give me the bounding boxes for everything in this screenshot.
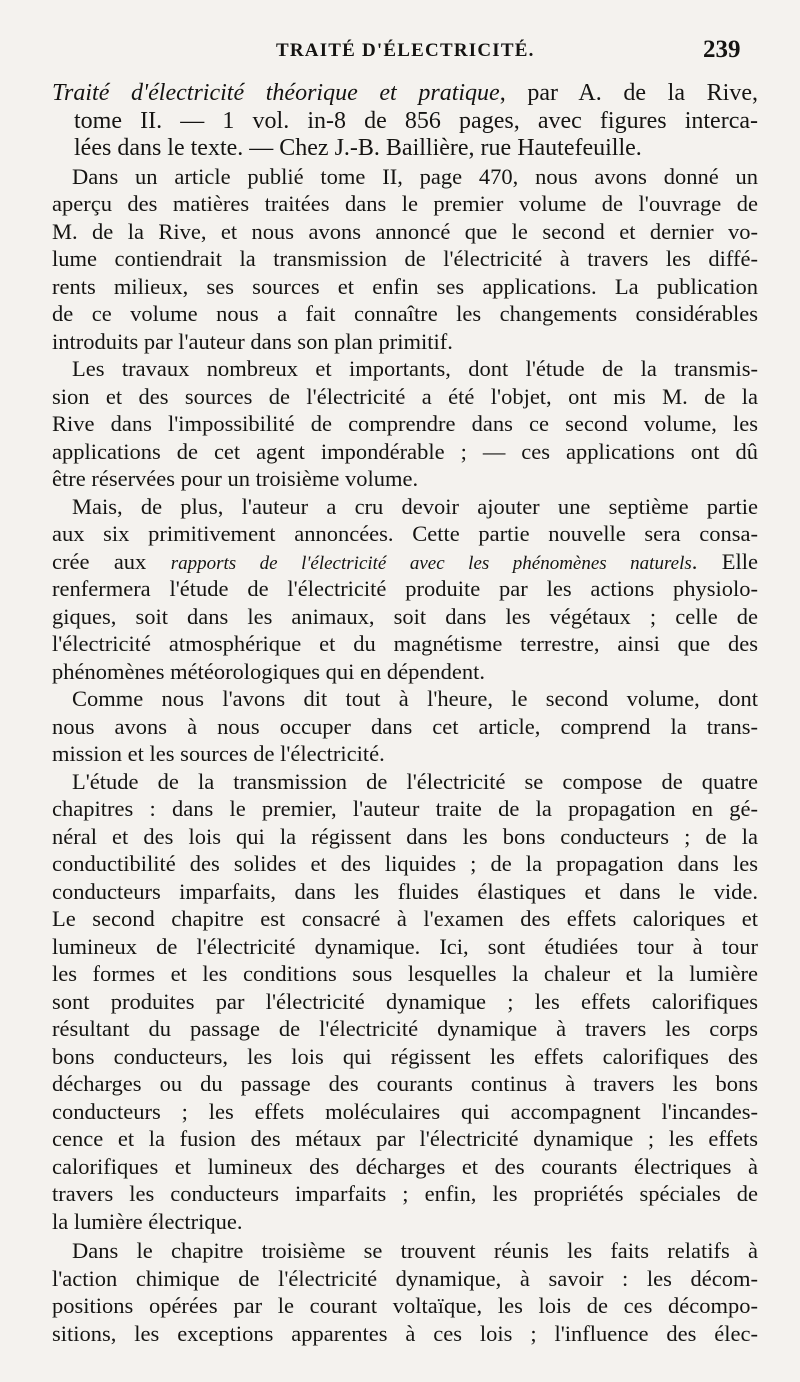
text-line: conductibilité des solides et des liquides ; de la propagation dans les xyxy=(52,851,758,876)
italic-phrase: rapports de l'électricité avec les phénomènes naturels xyxy=(170,552,692,574)
text-line: les formes et les conditions sous lesquelles la chaleur et la lumière xyxy=(52,961,758,986)
text-line: la lumière électrique. xyxy=(52,1208,243,1234)
paragraph-4 xyxy=(52,685,758,768)
text-line: phénomènes météorologiques qui en dépendent. xyxy=(52,658,486,684)
text-line: travers les conducteurs imparfaits ; enfin, les propriétés spéciales de xyxy=(52,1181,758,1206)
paragraph-5 xyxy=(52,768,758,1236)
text-line: sitions, les exceptions apparentes à ces lois ; l'influence des élec- xyxy=(52,1320,758,1346)
text-line: lumineux de l'électricité dynamique. Ici, sont étudiées tour à tour xyxy=(52,933,758,959)
running-head: TRAITÉ D'ÉLECTRICITÉ. xyxy=(276,40,535,61)
text-line: aux six primitivement annoncées. Cette partie nouvelle sera consa- xyxy=(52,521,758,546)
text-line: cence et la fusion des métaux par l'électricité dynamique ; les effets xyxy=(52,1126,758,1151)
text-line: mission et les sources de l'électricité. xyxy=(52,741,385,766)
text-line: l'action chimique de l'électricité dynamique, à savoir : les décom- xyxy=(52,1265,758,1291)
text-line: Dans le chapitre troisième se trouvent réunis les faits relatifs à xyxy=(72,1238,758,1263)
text-line: conducteurs imparfaits, dans les fluides élastiques et dans le vide. xyxy=(52,878,758,904)
text-line: Le second chapitre est consacré à l'examen des effets caloriques et xyxy=(52,906,758,931)
text-line: introduits par l'auteur dans son plan primitif. xyxy=(52,328,453,354)
text-line: l'électricité atmosphérique et du magnétisme terrestre, ainsi que des xyxy=(52,631,758,656)
entry-author: , par A. de la Rive, xyxy=(499,80,758,106)
text-line: nous avons à nous occuper dans cet article, comprend la trans- xyxy=(52,713,758,739)
text-run: crée aux xyxy=(52,548,171,574)
text-line: renfermera l'étude de l'électricité produite par les actions physiolo- xyxy=(52,576,758,601)
text-line: Les travaux nombreux et importants, dont l'étude de la transmis- xyxy=(72,356,758,381)
text-line: M. de la Rive, et nous avons annoncé que le second et dernier vo- xyxy=(52,218,758,244)
text-line xyxy=(52,548,758,576)
page-number: 239 xyxy=(703,36,741,63)
body-text xyxy=(52,80,758,1347)
entry-line-1 xyxy=(52,80,758,108)
entry-line-2: tome II. — 1 vol. in-8 de 856 pages, avec figures interca- xyxy=(74,107,758,134)
text-line: calorifiques et lumineux des décharges et des courants électriques à xyxy=(52,1153,758,1179)
text-line: bons conducteurs, les lois qui régissent les effets calorifiques des xyxy=(52,1043,758,1069)
text-line: décharges ou du passage des courants continus à travers les bons xyxy=(52,1071,758,1096)
text-line: Dans un article publié tome II, page 470, nous avons donné un xyxy=(72,163,758,189)
text-line: positions opérées par le courant voltaïque, les lois de ces décompo- xyxy=(52,1293,758,1318)
paragraph-3 xyxy=(52,493,758,686)
text-line: chapitres : dans le premier, l'auteur traite de la propagation en gé- xyxy=(52,796,758,821)
text-line: Rive dans l'impossibilité de comprendre dans ce second volume, les xyxy=(52,411,758,436)
paragraph-6 xyxy=(52,1237,758,1347)
text-run: . Elle xyxy=(691,548,758,574)
text-line: de ce volume nous a fait connaître les changements considérables xyxy=(52,301,758,326)
book-title: Traité d'électricité théorique et pratique xyxy=(52,80,500,106)
paragraph-2 xyxy=(52,355,758,493)
text-line: sont produites par l'électricité dynamique ; les effets calorifiques xyxy=(52,988,758,1014)
text-line: néral et des lois qui la régissent dans les bons conducteurs ; de la xyxy=(52,823,758,849)
text-line: être réservées pour un troisième volume. xyxy=(52,466,419,491)
text-line: conducteurs ; les effets moléculaires qui accompagnent l'incandes- xyxy=(52,1098,758,1124)
text-line: rents milieux, ses sources et enfin ses applications. La publication xyxy=(52,273,758,299)
bibliographic-entry xyxy=(52,80,758,163)
text-line: giques, soit dans les animaux, soit dans les végétaux ; celle de xyxy=(52,603,758,629)
text-line: lume contiendrait la transmission de l'électricité à travers les diffé- xyxy=(52,246,758,271)
text-line: L'étude de la transmission de l'électricité se compose de quatre xyxy=(72,768,758,794)
text-line: aperçu des matières traitées dans le premier volume de l'ouvrage de xyxy=(52,191,758,216)
entry-line-3: lées dans le texte. — Chez J.-B. Baillière, rue Hautefeuille. xyxy=(74,135,642,161)
text-line: applications de cet agent impondérable ; — ces applications ont dû xyxy=(52,438,758,464)
text-line: Mais, de plus, l'auteur a cru devoir ajouter une septième partie xyxy=(72,493,758,519)
page-header xyxy=(0,38,800,68)
paragraph-1 xyxy=(52,163,758,356)
text-line: Comme nous l'avons dit tout à l'heure, le second volume, dont xyxy=(72,686,758,711)
text-line: sion et des sources de l'électricité a été l'objet, ont mis M. de la xyxy=(52,383,758,409)
text-line: résultant du passage de l'électricité dynamique à travers les corps xyxy=(52,1016,758,1041)
